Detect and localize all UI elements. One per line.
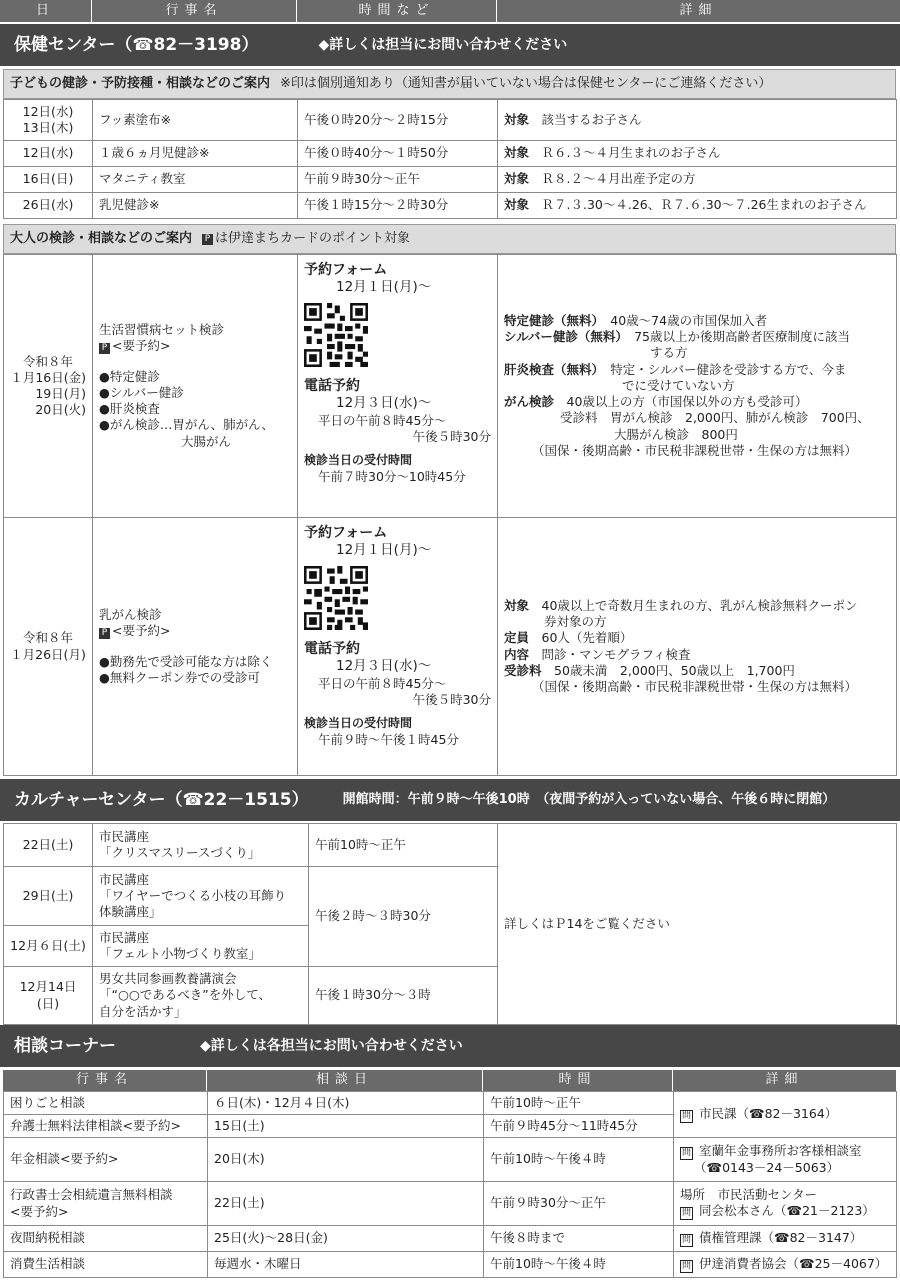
row-date: [4, 255, 93, 518]
detail-line: [504, 394, 890, 410]
detail-value: 75歳以上か後期高齢者医療制度に該当: [634, 329, 851, 345]
recv-time: 午前７時30分～10時45分: [318, 468, 466, 484]
tel-date: 12月３日(水)～: [336, 658, 432, 675]
row-time: 午前10時～正午: [309, 824, 498, 867]
table-row: [4, 193, 897, 219]
adult-sub-title: 大人の検診・相談などのご案内: [10, 230, 193, 246]
row-time: 午後１時15分～２時30分: [298, 193, 498, 219]
row-detail: [674, 1226, 897, 1252]
row-detail-text: 該当するお子さん: [541, 111, 642, 127]
culture-note: 開館時間：午前９時～午後10時 （夜間予約が入っていない場合、午後６時に閉館）: [342, 791, 836, 807]
row-detail: [498, 193, 897, 219]
row-time: 午後０時40分～１時50分: [298, 141, 498, 167]
health-section-header: [0, 24, 900, 66]
detail-text: 伊達消費者協会（☎25－4067）: [699, 1255, 888, 1271]
row-detail: 詳しくはＰ14をご覧ください: [498, 824, 897, 1025]
row-date: 12月14日(日): [4, 967, 93, 1025]
event-line: 「“○○であるべき”を外して、: [99, 987, 272, 1003]
detail-text: 室蘭年金事務所お客様相談室: [699, 1142, 862, 1158]
list-item: ●シルバー健診: [99, 384, 184, 400]
table-row: [4, 1092, 897, 1115]
row-event: １歳６ヵ月児健診※: [93, 141, 298, 167]
event-req: [99, 623, 291, 639]
contact-tag: 問: [680, 1207, 693, 1221]
row-detail: [674, 1182, 897, 1226]
row-event: [93, 518, 298, 776]
row-detail: [498, 255, 897, 518]
row-date: 20日(木): [208, 1138, 484, 1182]
detail-value: 40歳以上で奇数月生まれの方、乳がん検診無料クーポン: [541, 597, 858, 613]
date-line: 令和８年: [22, 630, 73, 646]
detail-line: [504, 329, 890, 345]
row-date: 26日(水): [4, 193, 93, 219]
row-detail-text: Ｒ６.３～４月生まれのお子さん: [541, 145, 721, 161]
detail-value: 券対象の方: [544, 614, 607, 629]
row-date-text: 12日(水) 13日(木): [22, 103, 74, 135]
detail-key: 特定健診（無料）: [504, 312, 598, 328]
detail-value: でに受けていない方: [622, 377, 735, 393]
row-detail-text: Ｒ８.２～４月出産予定の方: [541, 171, 696, 187]
row-label: 対象: [504, 111, 530, 127]
header-detail: 詳細: [765, 1072, 804, 1088]
detail-line: [504, 630, 890, 646]
table-row: [4, 1138, 897, 1182]
row-date: ６日(木)・12月４日(木): [208, 1092, 484, 1115]
row-date: 12月６日(土): [4, 926, 93, 967]
consult-title: 相談コーナー: [14, 1035, 116, 1056]
fee-line: （国保・後期高齢・市民税非課税世帯・生保の方は無料）: [532, 679, 858, 694]
detail-key: 受診料: [504, 662, 542, 678]
list-item: ●勤務先で受診可能な方は除く: [99, 653, 273, 669]
detail-key: 内容: [504, 646, 530, 662]
tel-label: 電話予約: [304, 640, 360, 657]
consult-section-header: [0, 1025, 900, 1067]
row-time: 午前９時45分～11時45分: [484, 1115, 674, 1138]
event-title: 生活習慣病セット検診: [99, 322, 225, 338]
event-line: 市民講座: [99, 828, 150, 844]
table-row: [4, 824, 897, 867]
row-date: 12日(水): [4, 141, 93, 167]
row-date: [4, 518, 93, 776]
tel-time: 午後５時30分: [412, 428, 491, 444]
header-detail: 詳細: [679, 2, 718, 18]
row-date: 22日(土): [4, 824, 93, 867]
event-line: 自分を活かす」: [99, 1003, 187, 1019]
row-time: 午前９時30分～正午: [298, 167, 498, 193]
tel-label: 電話予約: [304, 377, 360, 394]
detail-value: 50歳未満 2,000円、50歳以上 1,700円: [554, 662, 795, 678]
culture-section-header: [0, 779, 900, 821]
header-date: 日: [0, 0, 92, 22]
row-event: [93, 255, 298, 518]
detail-line: [680, 1203, 890, 1221]
event-line: 「ワイヤーでつくる小枝の耳飾り: [99, 887, 287, 903]
row-time: 午前10時～午後４時: [484, 1252, 674, 1278]
fee-line: （国保・後期高齢・市民税非課税世帯・生保の方は無料）: [532, 442, 858, 458]
event-line: 市民講座: [99, 871, 150, 887]
row-detail-text: Ｒ７.３.30～４.26、Ｒ７.６.30～７.26生まれのお子さん: [541, 197, 867, 213]
row-event: 乳児健診※: [93, 193, 298, 219]
child-sub-note: ※印は個別通知あり（通知書が届いていない場合は保健センターにご連絡ください）: [280, 75, 772, 91]
contact-tag: 問: [680, 1147, 693, 1161]
detail-value: 60人（先着順）: [541, 630, 633, 646]
detail-line: [504, 647, 890, 663]
adult-sub-note: は伊達まちカードのポイント対象: [215, 230, 411, 246]
health-note: ◆詳しくは担当にお問い合わせください: [318, 36, 568, 53]
row-detail: [674, 1252, 897, 1278]
row-event: マタニティ教室: [93, 167, 298, 193]
row-event: 年金相談<要予約>: [4, 1138, 208, 1182]
table-row: [4, 255, 897, 518]
req-text: <要予約>: [112, 623, 171, 639]
header-time: 時間: [483, 1070, 673, 1091]
detail-key: 定員: [504, 630, 530, 646]
row-label: 対象: [504, 145, 530, 161]
row-detail: [674, 1138, 897, 1182]
event-title: 乳がん検診: [99, 607, 162, 622]
table-row: [4, 518, 897, 776]
contact-tag: 問: [680, 1234, 693, 1248]
child-sub-title: 子どもの健診・予防接種・相談などのご案内: [10, 75, 271, 91]
list-item: ●特定健診: [99, 368, 160, 384]
row-event: [93, 824, 309, 867]
date-line: １月16日(金): [10, 369, 86, 385]
header-event: 行事名: [92, 0, 297, 22]
detail-value: 40歳以上の方（市国保以外の方も受診可）: [566, 394, 808, 410]
tel-time: 平日の午前８時45分～: [318, 675, 447, 691]
tel-time: 平日の午前８時45分～: [318, 412, 447, 428]
detail-line: [504, 663, 890, 679]
culture-title: カルチャーセンター（☎22－1515）: [14, 789, 309, 810]
list-item: ●肝炎検査: [99, 401, 160, 417]
detail-key: 肝炎検査（無料）: [504, 361, 598, 377]
event-line: 市民講座: [99, 929, 150, 945]
recv-label: 検診当日の受付時間: [304, 453, 413, 468]
child-table: [3, 99, 897, 219]
row-date: 29日(土): [4, 867, 93, 926]
row-event: [93, 926, 309, 967]
row-time: [298, 255, 498, 518]
row-date: [4, 100, 93, 141]
row-date: 毎週水・木曜日: [208, 1252, 484, 1278]
qr-code-icon[interactable]: [304, 566, 368, 630]
row-event: [93, 967, 309, 1025]
row-date: 22日(土): [208, 1182, 484, 1226]
detail-text: 債権管理課（☎82－3147）: [699, 1229, 863, 1245]
row-time: [298, 518, 498, 776]
detail-text: 同会松本さん（☎21－2123）: [699, 1202, 875, 1218]
table-row: [4, 1182, 897, 1226]
row-detail: [498, 141, 897, 167]
event-line: 「クリスマスリースづくり」: [99, 845, 261, 860]
row-time: 午前９時30分～正午: [484, 1182, 674, 1226]
fee-line: 大腸がん検診 800円: [614, 426, 738, 442]
req-text: <要予約>: [112, 338, 171, 354]
event-line: 男女共同参画教養講演会: [99, 971, 237, 987]
consult-note: ◆詳しくは各担当にお問い合わせください: [200, 1037, 463, 1054]
row-event: フッ素塗布※: [93, 100, 298, 141]
row-date: 15日(土): [208, 1115, 484, 1138]
detail-key: 対象: [504, 597, 530, 613]
row-date: 25日(火)～28日(金): [208, 1226, 484, 1252]
list-item: ●無料クーポン券での受診可: [99, 669, 260, 685]
fee-line: 受診料 胃がん検診 2,000円、肺がん検診 700円、: [560, 410, 870, 426]
table-row: [4, 100, 897, 141]
table-row: [4, 167, 897, 193]
detail-value: する方: [650, 345, 688, 361]
detail-value: 問診・マンモグラフィ検査: [541, 646, 691, 662]
row-event: 消費生活相談: [4, 1252, 208, 1278]
contact-tag: 問: [680, 1260, 693, 1274]
header-date: 相談日: [207, 1070, 483, 1091]
detail-text: 市民課（☎82－3164）: [699, 1105, 838, 1121]
date-line: 20日(火): [35, 402, 86, 418]
event-line: 「フェルト小物づくり教室」: [99, 946, 261, 961]
event-line: 体験講座」: [99, 904, 162, 920]
recv-label: 検診当日の受付時間: [304, 716, 413, 731]
detail-text: 場所 市民活動センター: [680, 1186, 818, 1202]
row-label: 対象: [504, 171, 530, 187]
row-event: [93, 867, 309, 926]
detail-value: 40歳～74歳の市国保加入者: [610, 312, 768, 328]
table-row: [4, 141, 897, 167]
recv-time: 午前９時～午後１時45分: [318, 731, 459, 747]
event-req: [99, 338, 291, 354]
row-time: 午後０時20分～２時15分: [298, 100, 498, 141]
consult-table: [3, 1091, 897, 1278]
culture-table: [3, 823, 897, 1025]
detail-line: [504, 598, 890, 614]
row-event: 弁護士無料法律相談<要予約>: [4, 1115, 208, 1138]
row-time: 午前10時～午後４時: [484, 1138, 674, 1182]
detail-text: （☎0143－24－5063）: [694, 1160, 840, 1176]
point-icon: P: [99, 628, 110, 639]
detail-key: シルバー健診（無料）: [504, 329, 622, 345]
row-detail: [498, 100, 897, 141]
row-event: 困りごと相談: [4, 1092, 208, 1115]
header-event: 行事名: [3, 1070, 207, 1091]
row-time: 午後１時30分～３時: [309, 967, 498, 1025]
health-title: 保健センター（☎82－3198）: [14, 34, 259, 55]
child-subheader: [3, 69, 896, 99]
form-date: 12月１日(月)～: [336, 542, 432, 559]
row-event: 夜間納税相談: [4, 1226, 208, 1252]
adult-table: [3, 254, 897, 776]
point-icon: P: [99, 343, 110, 354]
list-item: 大腸がん: [181, 433, 232, 449]
tel-time: 午後５時30分: [412, 691, 491, 707]
date-line: 19日(月): [35, 386, 86, 401]
detail-line: [504, 362, 890, 378]
row-label: 対象: [504, 197, 530, 213]
detail-line: [504, 313, 890, 329]
row-detail: [674, 1092, 897, 1138]
form-label: 予約フォーム: [304, 525, 388, 541]
point-icon: P: [202, 234, 213, 245]
date-line: 令和８年: [22, 353, 73, 369]
row-detail: [498, 518, 897, 776]
row-time: 午後２時～３時30分: [309, 867, 498, 967]
detail-key: がん検診: [504, 394, 555, 410]
list-item: ●がん検診…胃がん、肺がん、: [99, 417, 274, 433]
detail-value: 特定・シルバー健診を受診する方で、今ま: [610, 361, 847, 377]
row-event: [4, 1182, 208, 1226]
row-date: 16日(日): [4, 167, 93, 193]
row-detail: [498, 167, 897, 193]
detail-line: [680, 1143, 890, 1161]
table-row: [4, 1226, 897, 1252]
table-row: [4, 1252, 897, 1278]
header-time: 時間など: [297, 0, 497, 22]
consult-header: [3, 1070, 896, 1091]
top-header: [0, 0, 900, 22]
tel-date: 12月３日(水)～: [336, 395, 432, 412]
form-label: 予約フォーム: [304, 262, 388, 278]
event-line: <要予約>: [10, 1203, 69, 1219]
date-line: １月26日(月): [10, 646, 86, 662]
event-line: 行政書士会相続遺言無料相談: [10, 1187, 173, 1203]
row-time: 午後８時まで: [484, 1226, 674, 1252]
adult-subheader: [3, 224, 896, 254]
row-time: 午前10時～正午: [484, 1092, 674, 1115]
form-date: 12月１日(月)～: [336, 279, 432, 296]
contact-tag: 問: [680, 1110, 693, 1124]
qr-code-icon[interactable]: [304, 303, 368, 367]
